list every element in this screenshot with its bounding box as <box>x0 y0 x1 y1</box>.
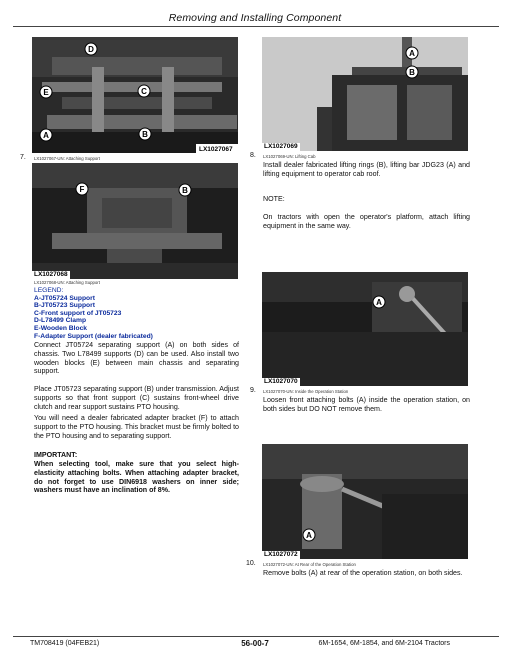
callout-d <box>85 43 97 55</box>
callout-a <box>373 296 385 308</box>
figure-caption: LX1027070-UN: Inside the Operation Station <box>263 389 349 394</box>
svg-text:A: A <box>43 131 49 140</box>
instruction-paragraph: You will need a dealer fabricated adapter bracket (F) to attach support to the PTO housing. This bracket must be firmly bolted to the PTO housing and to separating support. <box>34 414 239 440</box>
svg-text:F: F <box>79 185 85 194</box>
photo-lifting-cab <box>262 37 468 151</box>
note-text: On tractors with open the operator's platform, attach lifting equipment in the same way. <box>263 213 470 230</box>
footer-doc-id: TM708419 (04FEB21) <box>30 640 100 647</box>
callout-f <box>76 183 88 195</box>
callout-a <box>406 47 418 59</box>
header-divider <box>13 26 499 27</box>
photo-id: LX1027072 <box>264 551 298 558</box>
callout-a <box>303 529 315 541</box>
photo-rear-operation-station <box>262 444 468 559</box>
legend-item: A-JT05724 Support <box>34 294 95 302</box>
svg-text:C: C <box>141 87 147 96</box>
svg-text:A: A <box>409 49 415 58</box>
figure-caption: LX1027068-UN: Attaching Support <box>34 280 100 285</box>
step-number: 9. <box>250 387 256 394</box>
callout-b <box>179 184 191 196</box>
legend <box>34 287 153 340</box>
photo-attaching-support-1 <box>32 37 238 153</box>
important-label: IMPORTANT: <box>34 451 78 459</box>
callout-b <box>406 66 418 78</box>
svg-text:A: A <box>376 298 382 307</box>
svg-text:A: A <box>306 531 312 540</box>
legend-item: E-Wooden Block <box>34 324 88 332</box>
legend-item: D-L78499 Clamp <box>34 317 87 325</box>
instruction-paragraph: Install dealer fabricated lifting rings (B), lifting bar JDG23 (A) and lifting equipment to operator cab roof. <box>263 161 470 178</box>
instruction-paragraph: Place JT05723 separating support (B) under transmission. Adjust supports so that front support (C) sustains front-wheel drive clutch and rear support sustains PTO housing. <box>34 385 239 411</box>
instruction-paragraph: Loosen front attaching bolts (A) inside the operation station, on both sides but DO NOT remove them. <box>263 396 470 413</box>
important-text: When selecting tool, make sure that you select high-elasticity attaching bolts. When attaching adapter bracket, do not forget to use DIN6918 washers on inner side; washers must have an inclination of 8%. <box>34 460 239 495</box>
svg-text:B: B <box>142 130 148 139</box>
callout-a <box>40 129 52 141</box>
svg-text:B: B <box>182 186 188 195</box>
svg-text:B: B <box>409 68 415 77</box>
footer-divider <box>13 636 499 637</box>
instruction-paragraph: Remove bolts (A) at rear of the operation station, on both sides. <box>263 569 463 577</box>
legend-item: C-Front support of JT05723 <box>34 309 122 317</box>
svg-text:LX1027067: LX1027067 <box>199 146 233 153</box>
callout-b <box>139 128 151 140</box>
legend-title: LEGEND: <box>34 287 64 294</box>
step-number: 7. <box>20 154 26 161</box>
legend-item: F-Adapter Support (dealer fabricated) <box>34 332 153 340</box>
svg-text:E: E <box>43 88 49 97</box>
note-label: NOTE: <box>263 195 285 203</box>
callout-e <box>40 86 52 98</box>
callout-c <box>138 85 150 97</box>
photo-id: LX1027068 <box>34 271 68 278</box>
figure-caption: LX1027069-UN: Lifting Cab <box>263 154 316 159</box>
photo-id: LX1027070 <box>264 378 298 385</box>
legend-item: B-JT05723 Support <box>34 302 95 310</box>
step-number: 8. <box>250 152 256 159</box>
photo-inside-operation-station <box>262 272 468 386</box>
photo-id: LX1027069 <box>264 143 298 150</box>
instruction-paragraph: Connect JT05724 separating support (A) on both sides of chassis. Two L78499 supports (D) can be used. Also install two wooden blocks (E) between main chassis and separating support. <box>34 341 239 376</box>
footer-model: 6M-1654, 6M-1854, and 6M-2104 Tractors <box>318 640 450 647</box>
page-title: Removing and Installing Component <box>168 12 342 24</box>
svg-text:D: D <box>88 45 94 54</box>
photo-attaching-support-2 <box>32 163 238 279</box>
step-number: 10. <box>246 560 256 567</box>
page-number: 56-00-7 <box>241 639 269 648</box>
figure-caption: LX1027072-UN: At Rear of the Operation Station <box>263 562 356 567</box>
figure-caption: LX1027067-UN: Attaching Support <box>34 156 100 161</box>
